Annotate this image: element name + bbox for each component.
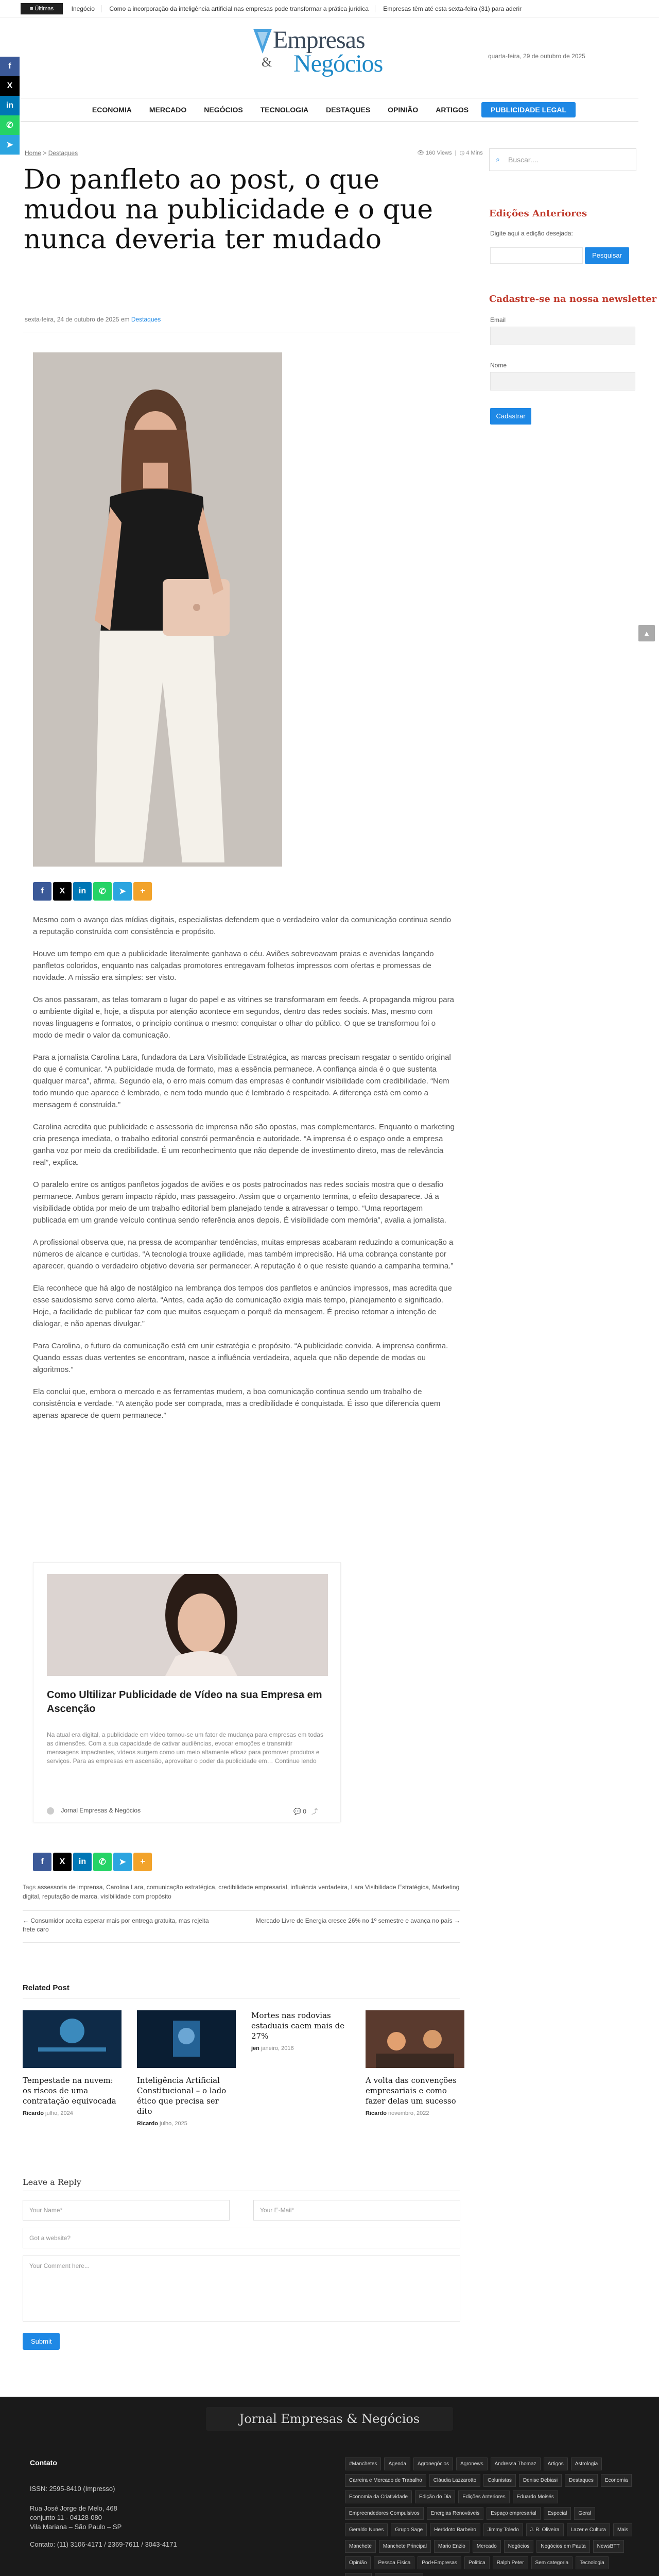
tags-label: Tags xyxy=(23,1884,36,1891)
footer-address: Rua José Jorge de Melo, 468 xyxy=(30,2504,117,2512)
divider xyxy=(23,1910,460,1911)
footer-tag[interactable]: Agenda xyxy=(384,2458,410,2470)
whatsapp-icon[interactable]: ✆ xyxy=(93,882,112,901)
article-stats: 👁 160 Views | ◷ 4 Mins xyxy=(417,150,483,156)
footer-address: Vila Mariana – São Paulo – SP xyxy=(30,2523,122,2531)
footer-tag[interactable]: Eduardo Moisés xyxy=(513,2490,558,2503)
footer-tag[interactable]: Tecnologia xyxy=(576,2556,609,2569)
paragraph: Houve um tempo em que a publicidade literalmente ganhava o céu. Aviões sobrevoavam praias e avenidas lançando panfletos coloridos, enquanto nas calçadas promotores entregavam folhetos impressos com ofertas e promessas de novidade. A missão era simples: ser visto. xyxy=(33,950,434,982)
facebook-icon[interactable]: f xyxy=(33,882,51,901)
top-ticker-bar xyxy=(0,0,659,18)
footer-tag[interactable]: NewsBTT xyxy=(593,2540,624,2553)
footer-tag[interactable]: Economia da Criatividade xyxy=(345,2490,412,2503)
main-nav xyxy=(21,98,638,122)
paragraph: Ela reconhece que há algo de nostálgico na lembrança dos tempos dos panfletos e anúncios impressos, mas acredita que esse saudosismo serve como alerta. “Antes, cada ação de comunicação exigia mais tempo, planejamento e significado. Hoje, a facilidade de publicar faz com que muitos esqueçam o porquê da mensagem. É preciso retomar a intenção de dialogar, e não apenas divulgar.” xyxy=(33,1284,452,1328)
footer-tag[interactable]: Pod+Empresas xyxy=(418,2556,461,2569)
breadcrumb-separator: > xyxy=(43,149,47,157)
embedded-post-excerpt: Na atual era digital, a publicidade em vídeo tornou-se um fator de mudança para empresas em todas as dimensões. Com a sua capacidade de cativar audiências, evocar emoções e transmitir mensagens impactantes, vídeos surgem como um meio altamente eficaz para promover produtos e serviços. Para as empresas em ascensão, aproveitar o poder da publicidade em… Continue lendo xyxy=(47,1731,323,1765)
edition-input[interactable] xyxy=(490,247,583,264)
newsletter-submit-button[interactable]: Cadastrar xyxy=(490,408,531,425)
embedded-post-footer xyxy=(47,1807,328,1815)
paragraph: Carolina acredita que publicidade e assessoria de imprensa não são opostas, mas complementares. Enquanto o marketing cria presença imediata, o trabalho editorial constrói permanência e autoridade. “A imprensa é o espaço onde a empresa ganha voz por meio da credibilidade. É um reconhecimento que não depende de investimento direto, mas de relevância real”, explica. xyxy=(33,1123,455,1167)
footer-tag[interactable]: Edições Anteriores xyxy=(458,2490,509,2503)
nav-item-negocios[interactable]: NEGÓCIOS xyxy=(204,106,243,114)
footer-tag[interactable]: Energias Renováveis xyxy=(427,2507,484,2520)
nav-item-mercado[interactable]: MERCADO xyxy=(149,106,187,114)
more-icon[interactable]: + xyxy=(133,1853,152,1871)
footer-tag-cloud xyxy=(345,2458,633,2576)
footer-tag[interactable]: J. B. Oliveira xyxy=(526,2523,564,2536)
footer-tag[interactable]: Denise Debiasi xyxy=(519,2474,562,2487)
name-input[interactable]: Your Name* xyxy=(23,2200,230,2221)
clock-icon: ◷ xyxy=(459,150,465,156)
related-post[interactable] xyxy=(23,2010,122,2116)
nav-item-tecnologia[interactable]: TECNOLOGIA xyxy=(260,106,309,114)
divider xyxy=(23,1942,460,1943)
search-placeholder: Buscar.... xyxy=(508,156,539,164)
related-post-author[interactable]: Ricardo xyxy=(23,2110,44,2116)
tags-list[interactable]: assessoria de imprensa, Carolina Lara, comunicação estratégica, credibilidade empresarial, influência verdadeira, Lara Visibilidade Estratégica, Marketing digital, reputação de marca, visibilidade com propósito xyxy=(23,1884,460,1900)
related-post-title[interactable]: Tempestade na nuvem: os riscos de uma contratação equivocada xyxy=(23,2076,116,2106)
site-footer xyxy=(0,2397,659,2576)
comment-icon[interactable]: 💬 xyxy=(293,1808,301,1815)
linkedin-icon[interactable]: in xyxy=(73,882,92,901)
nav-item-artigos[interactable]: ARTIGOS xyxy=(436,106,469,114)
footer-tag[interactable]: Cláudia Lazzarotto xyxy=(429,2474,480,2487)
footer-tag[interactable]: #Manchetes xyxy=(345,2458,381,2470)
related-post-thumbnail[interactable] xyxy=(137,2010,236,2068)
previous-post-link[interactable]: ← Consumidor aceita esperar mais por entrega gratuita, mas rejeita frete caro xyxy=(23,1917,209,1933)
footer-tag[interactable]: Sem categoria xyxy=(531,2556,573,2569)
x-icon[interactable]: X xyxy=(0,76,20,96)
paragraph: Ela conclui que, embora o mercado e as ferramentas mudem, a boa comunicação continua sendo um trabalho de consistência e verdade. “A atenção pode ser comprada, mas a credibilidade é conquistada. É isso que diferencia quem apenas aparece de quem permanece.” xyxy=(33,1387,441,1420)
comment-textarea[interactable]: Your Comment here... xyxy=(23,2256,460,2321)
logo-word-1: Empresas xyxy=(273,26,365,54)
scroll-to-top-icon[interactable]: ▲ xyxy=(638,625,655,641)
whatsapp-icon[interactable]: ✆ xyxy=(0,115,20,135)
related-post-author[interactable]: jen xyxy=(251,2045,259,2052)
footer-tag[interactable]: Mais xyxy=(613,2523,632,2536)
related-post[interactable] xyxy=(251,2010,350,2052)
article-title: Do panfleto ao post, o que mudou na publicidade e o que nunca deveria ter mudado xyxy=(24,164,433,255)
related-post[interactable] xyxy=(366,2010,464,2116)
footer-tag[interactable]: Geral xyxy=(574,2507,595,2520)
share-icon[interactable]: ⤴ xyxy=(311,1808,318,1815)
nav-item-destaques[interactable]: DESTAQUES xyxy=(326,106,371,114)
next-post-link[interactable]: Mercado Livre de Energia cresce 26% no 1º semestre e avança no país → xyxy=(255,1917,460,1924)
related-post-date: janeiro, 2016 xyxy=(261,2045,294,2052)
current-date: quarta-feira, 29 de outubro de 2025 xyxy=(488,53,585,60)
site-logo[interactable] xyxy=(252,26,417,88)
footer-tag[interactable]: Artigos xyxy=(544,2458,568,2470)
related-post-thumbnail[interactable] xyxy=(23,2010,122,2068)
telegram-icon[interactable]: ➤ xyxy=(113,1853,132,1871)
related-post-date: novembro, 2022 xyxy=(388,2110,429,2116)
ticker-item[interactable]: Inegócio xyxy=(65,5,101,12)
embedded-post-title[interactable]: Como Ultilizar Publicidade de Vídeo na sua Empresa em Ascenção xyxy=(47,1689,322,1715)
news-ticker xyxy=(65,3,528,14)
related-post[interactable] xyxy=(137,2010,236,2127)
x-icon[interactable]: X xyxy=(53,1853,72,1871)
x-icon[interactable]: X xyxy=(53,882,72,901)
footer-tag[interactable]: Negócios xyxy=(504,2540,534,2553)
featured-image xyxy=(33,352,282,867)
telegram-icon[interactable]: ➤ xyxy=(113,882,132,901)
article-byline xyxy=(25,316,161,323)
related-heading: Related Post xyxy=(23,1984,70,1992)
footer-contact-heading: Contato xyxy=(30,2459,57,2467)
footer-tag[interactable]: Grupo Sage xyxy=(391,2523,427,2536)
footer-title: Jornal Empresas & Negócios xyxy=(206,2407,453,2431)
embedded-post-author[interactable]: Jornal Empresas & Negócios xyxy=(61,1807,141,1814)
related-post-thumbnail[interactable] xyxy=(366,2010,464,2068)
related-post-date: julho, 2025 xyxy=(160,2121,187,2127)
share-icons-top xyxy=(33,882,152,901)
facebook-icon[interactable]: f xyxy=(33,1853,51,1871)
facebook-icon[interactable]: f xyxy=(0,57,20,76)
search-icon[interactable]: ⌕ xyxy=(496,155,500,163)
byline-in: em xyxy=(120,316,130,323)
article-category-link[interactable]: Destaques xyxy=(131,316,161,323)
footer-tag[interactable]: Pessoa Física xyxy=(374,2556,414,2569)
eye-icon: 👁 xyxy=(417,150,424,156)
footer-tag[interactable]: Edição do Dia xyxy=(415,2490,455,2503)
footer-address: conjunto 11 - 04128-080 xyxy=(30,2514,102,2521)
footer-tag[interactable] xyxy=(345,2573,372,2576)
views-count: 160 Views xyxy=(426,150,452,156)
telegram-icon[interactable]: ➤ xyxy=(0,135,20,155)
footer-issn: ISSN: 2595-8410 (Impresso) xyxy=(30,2485,115,2493)
footer-tag[interactable]: Mario Enzio xyxy=(434,2540,470,2553)
footer-tag[interactable]: Lazer e Cultura xyxy=(567,2523,610,2536)
newsletter-heading: Cadastre-se na nossa newsletter xyxy=(489,294,657,304)
footer-tag[interactable]: Destaques xyxy=(565,2474,598,2487)
footer-tag[interactable]: Negócios em Pauta xyxy=(536,2540,589,2553)
comment-count: 0 xyxy=(303,1808,306,1815)
footer-tag[interactable]: Carreira e Mercado de Trabalho xyxy=(345,2474,426,2487)
editions-label: Digite aqui a edição desejada: xyxy=(490,230,573,237)
related-post-title[interactable]: A volta das convenções empresariais e como fazer delas um sucesso xyxy=(366,2076,457,2106)
logo-word-2: Negócios xyxy=(293,50,383,77)
editions-heading: Edições Anteriores xyxy=(489,208,587,219)
nav-item-opiniao[interactable]: OPINIÃO xyxy=(388,106,419,114)
embedded-post-image xyxy=(47,1574,328,1676)
footer-tag[interactable] xyxy=(375,2573,423,2576)
footer-tag[interactable]: Agronews xyxy=(456,2458,487,2470)
related-post-author[interactable]: Ricardo xyxy=(366,2110,387,2116)
submit-comment-button[interactable]: Submit xyxy=(23,2333,60,2350)
footer-tag[interactable]: Colunistas xyxy=(483,2474,516,2487)
breadcrumb-current[interactable]: Destaques xyxy=(48,149,78,157)
newsletter-name-input[interactable] xyxy=(490,372,635,391)
footer-tag[interactable]: Geraldo Nunes xyxy=(345,2523,388,2536)
editions-search-button[interactable]: Pesquisar xyxy=(585,247,629,264)
whatsapp-icon[interactable]: ✆ xyxy=(93,1853,112,1871)
floating-share-bar xyxy=(0,57,20,155)
footer-tag[interactable]: Economia xyxy=(601,2474,632,2487)
footer-tag[interactable]: Empreendedores Compulsivos xyxy=(345,2507,424,2520)
sidebar-search-input[interactable] xyxy=(489,148,636,171)
related-post-date: julho, 2024 xyxy=(45,2110,73,2116)
logo-amp: & xyxy=(262,55,272,70)
paragraph: Para a jornalista Carolina Lara, fundadora da Lara Visibilidade Estratégica, as marcas precisam resgatar o sentido original do que é comunicar. “A publicidade muda de formato, mas a essência permanece. A confiança ainda é o que sustenta qualquer marca”, afirma. Segundo ela, o erro mais comum das empresas é confundir visibilidade com credibilidade. “Nem todo mundo que aparece é lembrado, e nem todo mundo que é lembrado é respeitado. A diferença está em como a mensagem é construída.” xyxy=(33,1053,451,1109)
breadcrumb-home[interactable]: Home xyxy=(25,149,42,157)
website-input[interactable]: Got a website? xyxy=(23,2228,460,2248)
email-input[interactable]: Your E-Mail* xyxy=(253,2200,460,2221)
article-tags xyxy=(23,1883,460,1901)
share-icons-bottom xyxy=(33,1853,152,1871)
latest-news-label[interactable]: ≡ Últimas xyxy=(21,3,63,14)
footer-tag[interactable]: Manchete Principal xyxy=(379,2540,431,2553)
footer-tag[interactable]: Política xyxy=(464,2556,490,2569)
article-date: sexta-feira, 24 de outubro de 2025 xyxy=(25,316,119,323)
newsletter-email-label: Email xyxy=(490,316,506,324)
footer-tag[interactable]: Ralph Peter xyxy=(493,2556,528,2569)
paragraph: Para Carolina, o futuro da comunicação está em unir estratégia e propósito. “A publicidade convida. A imprensa confirma. Quando essas duas vertentes se encontram, nasce a influência verdadeira, aquela que não depende de modas ou algoritmos.” xyxy=(33,1342,448,1374)
footer-tag[interactable]: Mercado xyxy=(473,2540,501,2553)
nav-item-economia[interactable]: ECONOMIA xyxy=(92,106,132,114)
footer-tag[interactable]: Jimmy Toledo xyxy=(483,2523,523,2536)
paragraph: O paralelo entre os antigos panfletos jogados de aviões e os posts patrocinados nas redes sociais mostra que o desafio permanece. Ambos geram impacto rápido, mas passageiro. Assim que o orçamento termina, o efeito desaparece. Já a visibilidade obtida por meio de um trabalho editorial bem planejado tende a atravessar o tempo. “Uma reportagem publicada em um grande veículo continua sendo referência anos depois. É visibilidade com memória”, avalia a jornalista. xyxy=(33,1180,446,1225)
footer-tag[interactable]: Heródoto Barbeiro xyxy=(430,2523,480,2536)
footer-tag[interactable]: Astrologia xyxy=(571,2458,602,2470)
related-post-author[interactable]: Ricardo xyxy=(137,2121,158,2127)
paragraph: Os anos passaram, as telas tomaram o lugar do papel e as vitrines se transformaram em feeds. A propaganda migrou para o ambiente digital e, hoje, a disputa por atenção acontece em segundos, dentro das redes sociais. Mas, mesmo com novas linguagens e formatos, o princípio continua o mesmo: conquistar o olhar do público. O que se transformou foi o modo de medir o valor da comunicação. xyxy=(33,995,454,1040)
ticker-item[interactable]: Empresas têm até esta sexta-feira (31) para aderir xyxy=(383,5,522,12)
newsletter-name-label: Nome xyxy=(490,362,507,369)
related-post-title[interactable]: Inteligência Artificial Constitucional – o lado ético que precisa ser dito xyxy=(137,2076,227,2116)
more-icon[interactable]: + xyxy=(133,882,152,901)
newsletter-email-input[interactable] xyxy=(490,327,635,345)
linkedin-icon[interactable]: in xyxy=(0,96,20,115)
footer-tag[interactable]: Agronegócios xyxy=(413,2458,453,2470)
embedded-post-actions xyxy=(293,1807,318,1816)
nav-item-publicidade-legal[interactable]: PUBLICIDADE LEGAL xyxy=(481,102,576,117)
read-time: 4 Mins xyxy=(466,150,483,156)
ticker-item[interactable]: Como a incorporação da inteligência artificial nas empresas pode transformar a prática jurídica xyxy=(103,5,375,12)
footer-tag[interactable]: Opinião xyxy=(345,2556,371,2569)
footer-tag[interactable]: Manchete xyxy=(345,2540,376,2553)
reply-heading: Leave a Reply xyxy=(23,2177,81,2187)
footer-tag[interactable]: Espaço empresarial xyxy=(487,2507,540,2520)
site-avatar-icon xyxy=(47,1807,54,1815)
footer-tag[interactable]: Especial xyxy=(544,2507,571,2520)
embedded-post-card[interactable] xyxy=(33,1562,341,1822)
related-post-title[interactable]: Mortes nas rodovias estaduais caem mais de 27% xyxy=(251,2011,345,2041)
logo-mark-icon xyxy=(252,28,273,59)
footer-tag[interactable]: Andressa Thomaz xyxy=(491,2458,541,2470)
linkedin-icon[interactable]: in xyxy=(73,1853,92,1871)
footer-phones: Contato: (11) 3106-4171 / 2369-7611 / 3043-4171 xyxy=(30,2540,177,2548)
breadcrumb xyxy=(25,149,78,157)
paragraph: Mesmo com o avanço das mídias digitais, especialistas defendem que o verdadeiro valor da comunicação continua sendo a reputação construída com consistência e propósito. xyxy=(33,916,452,936)
paragraph: A profissional observa que, na pressa de acompanhar tendências, muitas empresas acabaram reduzindo a comunicação a números de alcance e curtidas. “A tecnologia trouxe agilidade, mas também imprecisão. Há uma cobrança constante por aparecer, quando o verdadeiro objetivo deveria ser permanecer. A reputação é o que resiste quando a campanha termina.” xyxy=(33,1238,454,1270)
article-body xyxy=(33,914,455,1432)
